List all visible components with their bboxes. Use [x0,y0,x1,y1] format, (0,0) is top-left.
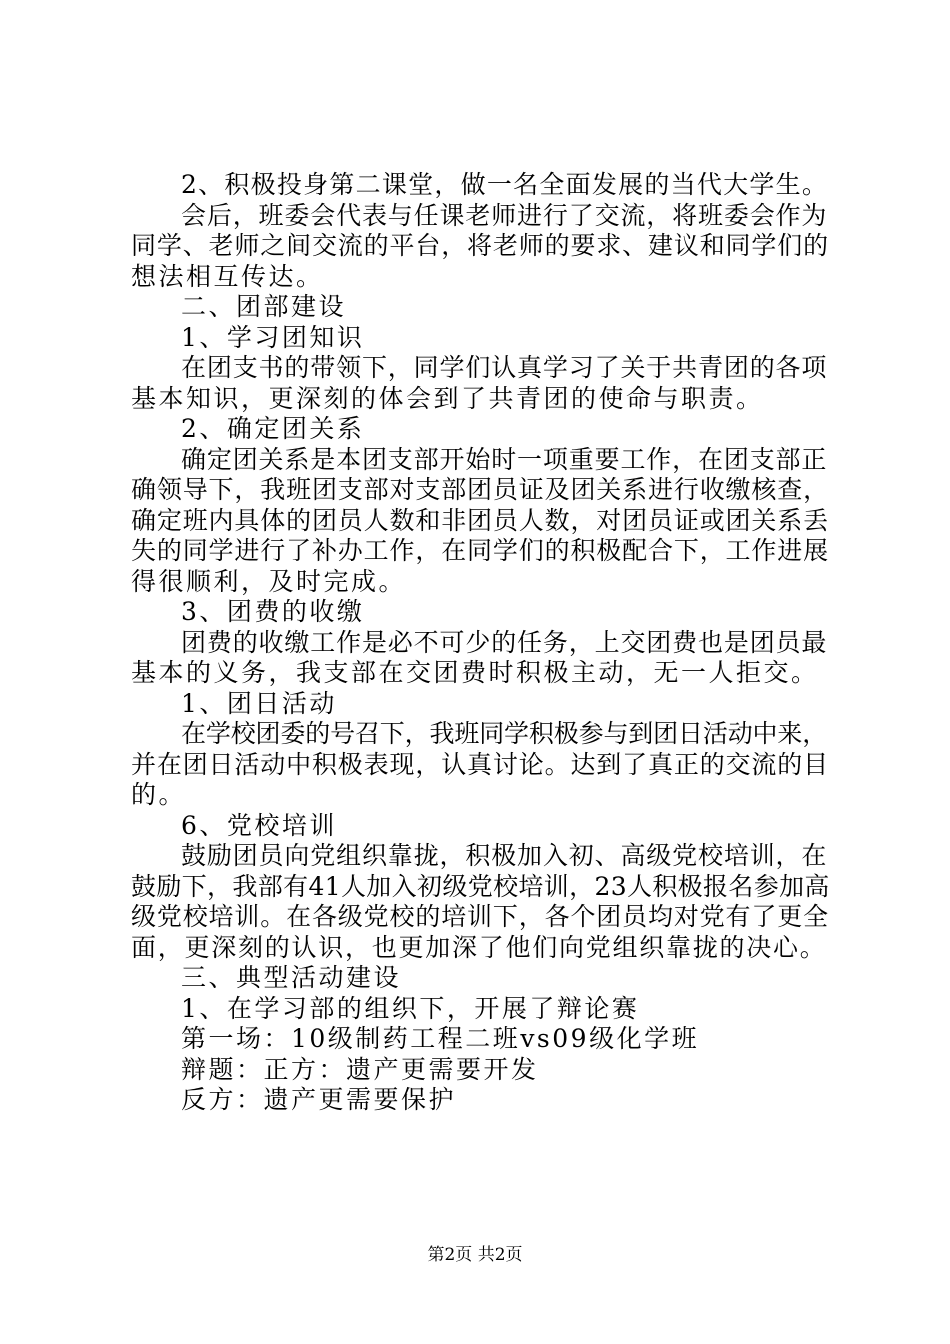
paragraph-line: 基本知识，更深刻的体会到了共青团的使命与职责。 [131,383,764,413]
paragraph-line: 反方：遗产更需要保护 [181,1085,457,1114]
paragraph-line: 鼓励团员向党组织靠拢，积极加入初、高级党校培训，在 [181,841,828,870]
paragraph-line: 3、团费的收缴 [181,597,365,626]
paragraph-line: 确定班内具体的团员人数和非团员人数，对团员证或团关系丢 [131,505,829,535]
paragraph-line: 三、典型活动建设 [181,963,402,992]
page-footer: 第2页 共2页 [427,1245,523,1265]
paragraph-line: 基本的义务，我支部在交团费时积极主动，无一人拒交。 [131,658,819,687]
paragraph-line: 二、团部建设 [181,292,347,321]
paragraph-line: 鼓励下，我部有41人加入初级党校培训，23人积极报名参加高 [131,871,830,901]
paragraph-line: 1、学习团知识 [181,322,365,352]
paragraph-line: 在学校团委的号召下，我班同学积极参与到团日活动中来， [181,719,828,748]
paragraph-line: 团费的收缴工作是必不可少的任务，上交团费也是团员最 [181,627,828,657]
paragraph-line: 在团支书的带领下，同学们认真学习了关于共青团的各项 [181,353,828,382]
paragraph-line: 想法相互传达。 [131,261,324,291]
paragraph-line: 确定团关系是本团支部开始时一项重要工作，在团支部正 [181,444,828,474]
paragraph-line: 面，更深刻的认识，也更加深了他们向党组织靠拢的决心。 [131,932,827,962]
paragraph-line: 1、团日活动 [181,688,337,718]
paragraph-line: 失的同学进行了补办工作，在同学们的积极配合下，工作进展 [131,536,829,565]
paragraph-line: 2、确定团关系 [181,414,365,443]
paragraph-line: 并在团日活动中积极表现，认真讨论。达到了真正的交流的目 [131,749,829,779]
paragraph-line: 的。 [131,780,187,809]
paragraph-line: 得很顺利，及时完成。 [131,566,407,596]
paragraph-line: 辩题：正方：遗产更需要开发 [181,1054,539,1084]
paragraph-line: 同学、老师之间交流的平台，将老师的要求、建议和同学们的 [131,231,829,260]
paragraph-line: 级党校培训。在各级党校的培训下，各个团员均对党有了更全 [131,902,829,931]
paragraph-line: 确领导下，我班团支部对支部团员证及团关系进行收缴核查， [131,475,829,504]
paragraph-line: 6、党校培训 [181,810,337,840]
document-body [131,170,831,1116]
paragraph-line: 会后，班委会代表与任课老师进行了交流，将班委会作为 [181,200,828,230]
paragraph-line: 第一场：10级制药工程二班vs09级化学班 [181,1024,700,1053]
paragraph-line: 2、积极投身第二课堂，做一名全面发展的当代大学生。 [181,170,829,199]
paragraph-line: 1、在学习部的组织下，开展了辩论赛 [181,993,640,1023]
